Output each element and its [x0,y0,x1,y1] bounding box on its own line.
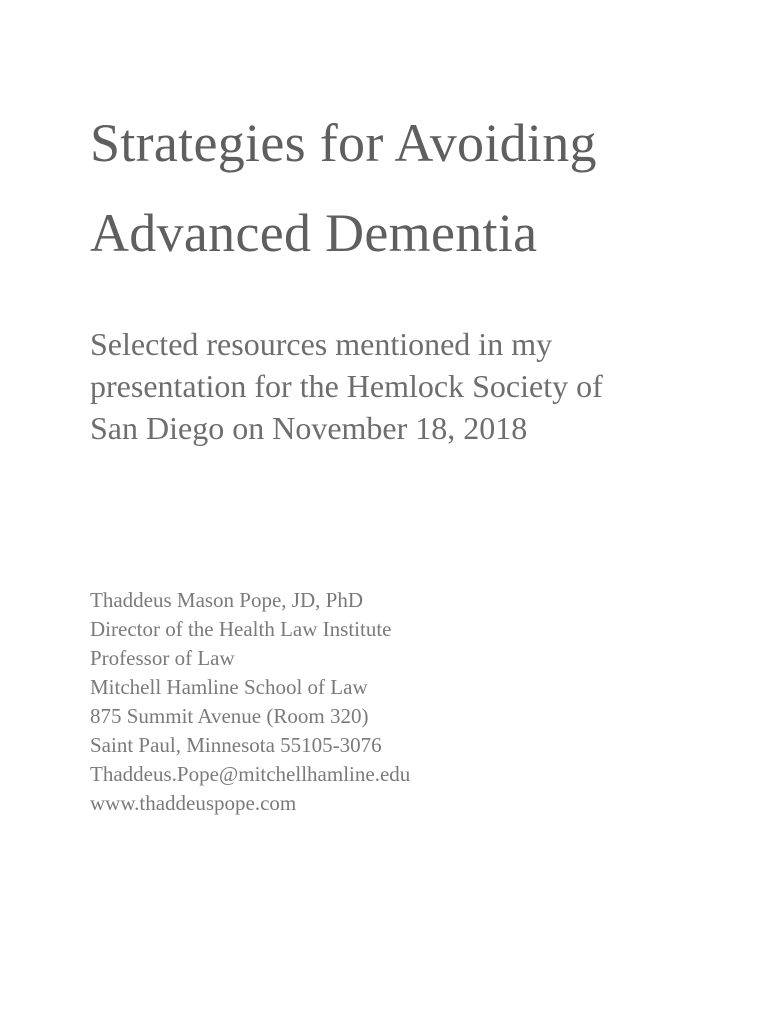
author-website: www.thaddeuspope.com [90,791,297,815]
title-line-2: Advanced Dementia [90,203,538,263]
author-institution: Mitchell Hamline School of Law [90,675,368,699]
subtitle-line-3: San Diego on November 18, 2018 [90,410,528,446]
subtitle-line-2: presentation for the Hemlock Society of [90,368,603,404]
document-title [90,98,750,278]
address-street: 875 Summit Avenue (Room 320) [90,704,369,728]
author-contact-block [90,586,730,818]
author-role-director: Director of the Health Law Institute [90,617,392,641]
author-name: Thaddeus Mason Pope, JD, PhD [90,588,363,612]
address-city: Saint Paul, Minnesota 55105-3076 [90,733,382,757]
document-subtitle [90,323,730,449]
subtitle-line-1: Selected resources mentioned in my [90,326,553,362]
title-line-1: Strategies for Avoiding [90,113,597,173]
author-role-professor: Professor of Law [90,646,235,670]
author-email: Thaddeus.Pope@mitchellhamline.edu [90,762,411,786]
